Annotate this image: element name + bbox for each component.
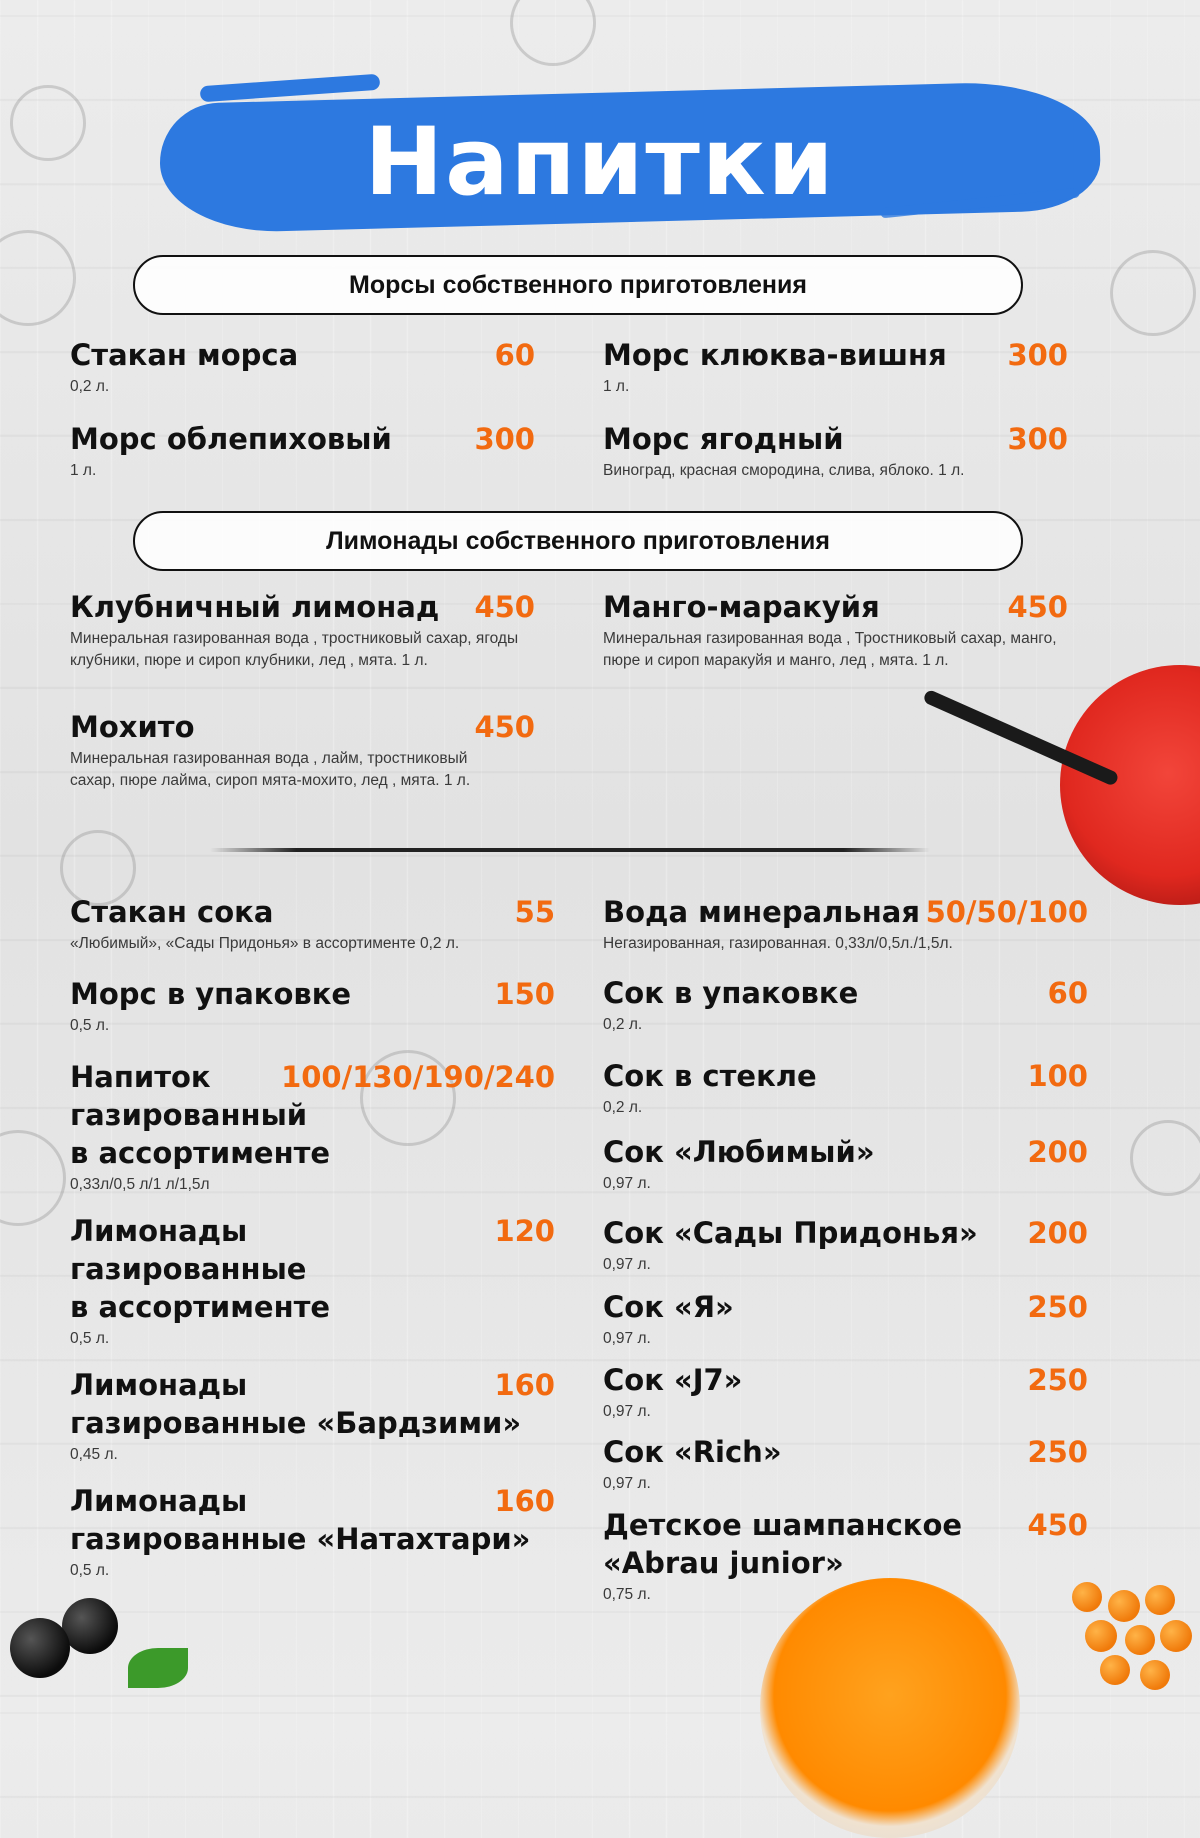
item-price: 450 [474,710,535,744]
item-name: Лимонады газированные «Натахтари» [70,1484,531,1556]
item-price: 250 [1027,1290,1088,1324]
section-header-lemonades: Лимонады собственного приготовления [133,511,1023,571]
item-name: Сок в стекле [603,1059,817,1093]
doodle-fruit-icon [1130,1120,1200,1196]
blackcurrant-image [10,1618,70,1678]
item-name: Морс ягодный [603,422,844,456]
item-name: Мохито [70,710,195,744]
item-desc: Минеральная газированная вода , лайм, тростниковый сахар, пюре лайма, сироп мята-мохито, лед , мята. 1 л. [70,750,471,789]
item-name: Морс облепиховый [70,422,392,456]
item-name: Детское шампанское «Abrau junior» [603,1508,963,1580]
item-name: Лимонады газированные в ассортименте [70,1214,331,1324]
doodle-orange-icon [510,0,596,66]
item-name: Морс в упаковке [70,977,352,1011]
item-desc: 0,97 л. [603,1330,651,1347]
item-name: Сок «Любимый» [603,1135,875,1169]
item-desc: 0,97 л. [603,1175,651,1192]
item-desc: 0,75 л. [603,1586,651,1603]
item-price: 160 [494,1368,555,1402]
item-price: 450 [474,590,535,624]
item-price: 100/130/190/240 [281,1060,555,1094]
item-price: 55 [514,895,555,929]
item-desc: 0,33л/0,5 л/1 л/1,5л [70,1176,210,1193]
item-name: Сок в упаковке [603,976,859,1010]
red-drink-glass-image [1060,665,1200,905]
item-desc: «Любимый», «Сады Придонья» в ассортименте 0,2 л. [70,935,460,952]
item-name: Стакан сока [70,895,274,929]
item-price: 200 [1027,1216,1088,1250]
sea-buckthorn-image [1125,1625,1155,1655]
item-desc: 0,97 л. [603,1256,651,1273]
item-name: Сок «Я» [603,1290,734,1324]
item-price: 200 [1027,1135,1088,1169]
item-desc: 0,97 л. [603,1475,651,1492]
item-name: Клубничный лимонад [70,590,440,624]
sea-buckthorn-image [1108,1590,1140,1622]
brush-stroke [200,74,381,103]
item-price: 250 [1027,1363,1088,1397]
item-desc: 1 л. [603,378,630,395]
item-desc: 0,5 л. [70,1562,110,1579]
item-price: 250 [1027,1435,1088,1469]
sea-buckthorn-image [1160,1620,1192,1652]
item-desc: 0,2 л. [603,1099,643,1116]
item-desc: 0,5 л. [70,1330,110,1347]
item-desc: 1 л. [70,462,97,479]
doodle-fruit-icon [1110,250,1196,336]
item-name: Напиток газированный в ассортименте [70,1060,331,1170]
item-desc: 0,45 л. [70,1446,118,1463]
orange-juice-glass-image [760,1578,1020,1838]
section-divider [210,848,930,852]
item-name: Манго-маракуйя [603,590,880,624]
item-price: 160 [494,1484,555,1518]
sea-buckthorn-image [1100,1655,1130,1685]
doodle-fruit-icon [0,1130,66,1226]
item-name: Сок «Rich» [603,1435,782,1469]
item-name: Вода минеральная [603,895,920,929]
item-price: 50/50/100 [925,895,1088,929]
item-name: Стакан морса [70,338,299,372]
item-desc: Виноград, красная смородина, слива, яблоко. 1 л. [603,462,965,479]
item-desc: 0,2 л. [70,378,110,395]
section-header-mors: Морсы собственного приготовления [133,255,1023,315]
item-price: 300 [1007,422,1068,456]
item-price: 300 [1007,338,1068,372]
item-price: 450 [1027,1508,1088,1542]
item-price: 150 [494,977,555,1011]
blackcurrant-image [62,1598,118,1654]
item-desc: 0,2 л. [603,1016,643,1033]
sea-buckthorn-image [1140,1660,1170,1690]
item-price: 300 [474,422,535,456]
item-price: 100 [1027,1059,1088,1093]
item-name: Лимонады газированные «Бардзими» [70,1368,522,1440]
sea-buckthorn-image [1072,1582,1102,1612]
item-name: Морс клюква-вишня [603,338,947,372]
item-price: 450 [1007,590,1068,624]
sea-buckthorn-image [1145,1585,1175,1615]
item-desc: 0,5 л. [70,1017,110,1034]
item-desc: 0,97 л. [603,1403,651,1420]
item-price: 60 [1047,976,1088,1010]
item-price: 120 [494,1214,555,1248]
sea-buckthorn-image [1085,1620,1117,1652]
item-price: 60 [494,338,535,372]
item-name: Сок «Сады Придонья» [603,1216,978,1250]
item-desc: Минеральная газированная вода , Тростниковый сахар, манго, пюре и сироп маракуйя и манго, лед , мята. 1 л. [603,630,1057,669]
doodle-fruit-icon [0,230,76,326]
item-name: Сок «J7» [603,1363,743,1397]
page-title: Напитки [364,108,836,217]
item-desc: Негазированная, газированная. 0,33л/0,5л./1,5л. [603,935,953,952]
item-desc: Минеральная газированная вода , тростниковый сахар, ягоды клубники, пюре и сироп клубники, лед , мята. 1 л. [70,630,519,669]
leaf-image [128,1648,188,1688]
